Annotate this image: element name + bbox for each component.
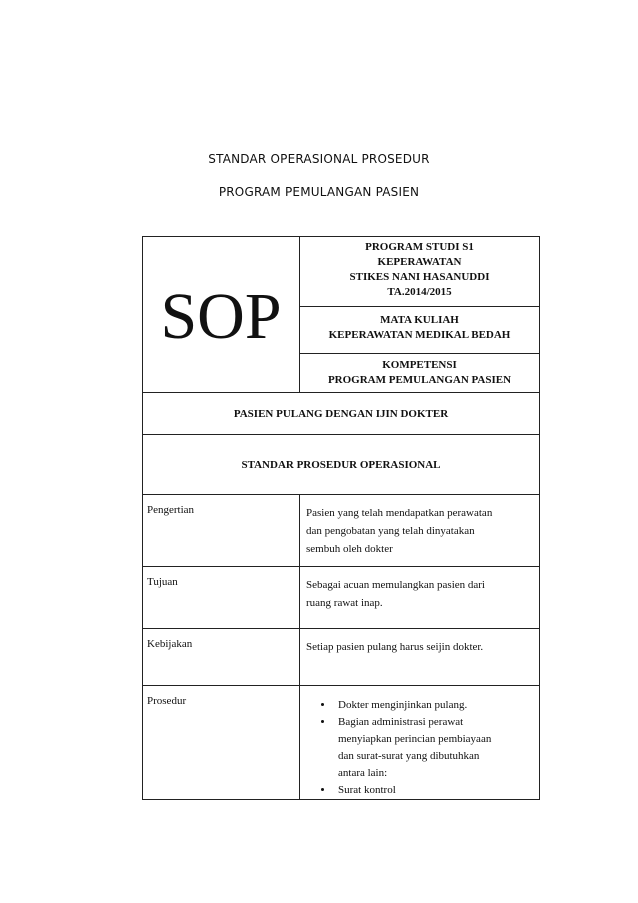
value-line: dan pengobatan yang telah dinyatakan — [306, 525, 475, 537]
kompetensi-line: PROGRAM PEMULANGAN PASIEN — [327, 374, 512, 386]
banner-pasien-pulang: PASIEN PULANG DENGAN IJIN DOKTER — [143, 393, 540, 435]
row-label-tujuan: Tujuan — [143, 567, 300, 629]
value-line: ruang rawat inap. — [306, 597, 383, 609]
document-title: STANDAR OPERASIONAL PROSEDUR — [208, 152, 430, 166]
prosedur-step — [334, 714, 533, 782]
row-value-kebijakan — [300, 629, 540, 686]
program-info-cell — [300, 237, 540, 307]
step-line: • Surat kontrol — [338, 784, 396, 796]
step-line: antara lain: — [338, 767, 388, 779]
row-value-tujuan — [300, 567, 540, 629]
row-label-kebijakan: Kebijakan — [143, 629, 300, 686]
prosedur-steps — [306, 695, 533, 799]
matakuliah-line: MATA KULIAH — [380, 314, 459, 326]
kompetensi-cell — [300, 354, 540, 393]
program-line: KEPERAWATAN — [377, 256, 462, 268]
value-line: Pasien yang telah mendapatkan perawatan — [306, 507, 493, 519]
sop-logo-text: SOP — [160, 279, 282, 353]
prosedur-step — [334, 782, 533, 799]
prosedur-step — [334, 697, 533, 714]
row-label-pengertian: Pengertian — [143, 495, 300, 567]
row-value-prosedur — [300, 686, 540, 800]
sop-table — [142, 236, 540, 800]
value-line: sembuh oleh dokter — [306, 543, 393, 555]
step-line: • Dokter menginjinkan pulang. — [338, 699, 468, 711]
banner-standar-prosedur: STANDAR PROSEDUR OPERASIONAL — [143, 435, 540, 495]
kompetensi-line: KOMPETENSI — [382, 359, 457, 371]
step-line: dan surat-surat yang dibutuhkan — [338, 750, 480, 762]
document-subtitle: PROGRAM PEMULANGAN PASIEN — [218, 185, 420, 199]
matakuliah-line: KEPERAWATAN MEDIKAL BEDAH — [328, 329, 511, 341]
program-line: TA.2014/2015 — [387, 286, 452, 298]
program-line: PROGRAM STUDI S1 — [365, 241, 474, 253]
matakuliah-cell — [300, 307, 540, 354]
row-label-prosedur: Prosedur — [143, 686, 300, 800]
step-line: • Bagian administrasi perawat — [338, 716, 464, 728]
step-line: menyiapkan perincian pembiayaan — [338, 733, 492, 745]
program-line: STIKES NANI HASANUDDI — [349, 271, 490, 283]
value-line: Sebagai acuan memulangkan pasien dari — [306, 579, 485, 591]
value-line: Setiap pasien pulang harus seijin dokter. — [306, 641, 484, 653]
row-value-pengertian — [300, 495, 540, 567]
sop-logo-cell — [143, 237, 300, 393]
